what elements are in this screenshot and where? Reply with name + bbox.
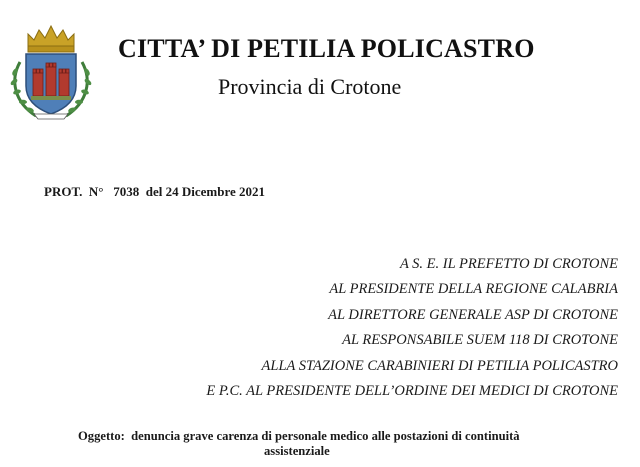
recipients-list bbox=[206, 252, 618, 404]
subject-text-line1: denuncia grave carenza di personale medico alle postazioni di continuità bbox=[131, 429, 520, 443]
province-subtitle: Provincia di Crotone bbox=[218, 74, 402, 99]
protocol-label: PROT. bbox=[44, 184, 83, 199]
recipient-line: E P.C. AL PRESIDENTE DELL’ORDINE DEI MEDICI DI CROTONE bbox=[206, 382, 618, 399]
subject-text-line2: assistenziale bbox=[264, 444, 330, 458]
protocol-date: del 24 Dicembre 2021 bbox=[145, 184, 266, 199]
recipient-line: A S. E. IL PREFETTO DI CROTONE bbox=[399, 256, 618, 272]
city-title: CITTA’ DI PETILIA POLICASTRO bbox=[118, 34, 535, 63]
recipient-line: AL RESPONSABILE SUEM 118 DI CROTONE bbox=[342, 332, 618, 349]
subject-label: Oggetto: bbox=[78, 429, 125, 443]
recipient-line: AL PRESIDENTE DELLA REGIONE CALABRIA bbox=[329, 281, 618, 298]
recipient-line: AL DIRETTORE GENERALE ASP DI CROTONE bbox=[328, 306, 618, 323]
protocol-n-label: N° bbox=[88, 184, 104, 199]
coat-of-arms-icon bbox=[6, 22, 96, 122]
protocol-number: 7038 bbox=[113, 184, 140, 199]
subject-block bbox=[78, 429, 618, 459]
recipient-line: ALLA STAZIONE CARABINIERI DI PETILIA POLICASTRO bbox=[261, 357, 618, 374]
protocol-line bbox=[44, 184, 265, 200]
